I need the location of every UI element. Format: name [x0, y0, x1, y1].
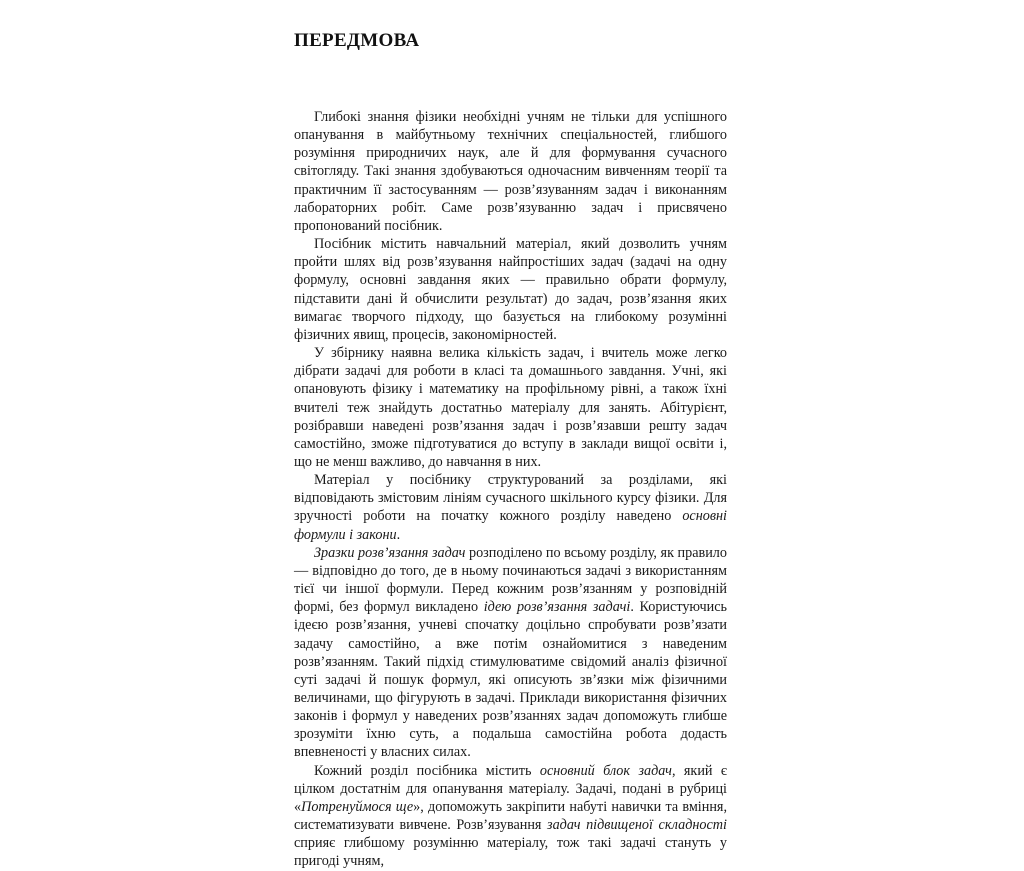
- text-run: », допоможуть закріпити набуті навички та вміння, систематизувати вивчене. Розв’язування: [294, 798, 727, 834]
- text-run: Глибокі знання фізики необхідні учням не тільки для успішного опанування в майбутньому технічних спеціальностей, глибшого розуміння природничих наук, але й для формування сучасного світогляду. Такі знання здобуваються одночасним вивченням теорії та практичним її застосуванням — розв’язуванням задач і виконанням лабораторних робіт. Саме розв’язуванню задач і присвячено пропонований посібник.: [294, 109, 727, 234]
- paragraph: [294, 108, 727, 235]
- text-run: Матеріал у посібнику структурований за розділами, які відповідають змістовим лініям сучасного шкільного курсу фізики. Для зручності роботи на початку кожного розділу наведено: [294, 472, 727, 525]
- paragraph: [294, 471, 727, 544]
- italic-phrase: основні формули і закони: [294, 508, 727, 543]
- text-run: У збірнику наявна велика кількість задач, і вчитель може легко дібрати задачі для роботи в класі та домашнього завдання. Учні, які опановують фізику і математику на профільному рівні, а також їхні вчителі теж знайдуть достатньо матеріалу для занять. Абітурієнт, розібравши наведені розв’язання задач і розв’язавши решту задач самостійно, зможе підготуватися до вступу в заклади вищої освіти і, що не менш важливо, до навчання в них.: [294, 345, 727, 470]
- preface-body: [294, 108, 727, 871]
- italic-phrase: основний блок задач: [539, 762, 672, 779]
- text-run: сприяє глибшому розумінню матеріалу, тож такі задачі стануть у пригоді учням,: [294, 835, 727, 870]
- text-run: Посібник містить навчальний матеріал, який дозволить учням пройти шлях від розв’язування найпростіших задач (задачі на одну формулу, основні завдання яких — правильно обрати формулу, підставити дані й обчислити результат) до задач, розв’язання яких вимагає творчого підходу, що базується на глибокому розумінні фізичних явищ, процесів, закономірностей.: [294, 236, 727, 343]
- text-run: , який є цілком достатнім для опанування матеріалу. Задачі, подані в рубриці «: [294, 762, 727, 815]
- paragraph: [294, 544, 727, 762]
- paragraph: [294, 344, 727, 471]
- italic-phrase: Зразки розв’язання задач: [314, 544, 466, 561]
- paragraph: [294, 762, 727, 871]
- paragraph: [294, 235, 727, 344]
- text-run: . Користуючись ідеєю розв’язання, учневі спочатку доцільно спробувати розв’язати задачу самостійно, а вже потім ознайомитися з наведеним розв’язанням. Такий підхід стимулюватиме свідомий аналіз фізичної суті задачі й пошук формул, які описують зв’язки між фізичними величинами, що фігурують в задачі. Приклади використання фізичних законів і формул у наведених розв’язаннях задач допоможуть глибше зрозуміти їхню суть, а подальша самостійна робота додасть впевненості у власних силах.: [294, 599, 727, 761]
- italic-phrase: ідею розв’язання задачі: [483, 599, 631, 616]
- italic-phrase: задач підвищеної складності: [547, 817, 727, 834]
- text-run: .: [396, 526, 401, 543]
- text-run: розподілено по всьому розділу, як правило — відповідно до того, де в ньому починаються задачі з використанням тієї чи іншої формули. Перед кожним розв’язанням у розповідній формі, без формул викладено: [294, 544, 727, 616]
- page-title: ПЕРЕДМОВА: [294, 30, 420, 51]
- italic-phrase: Потренуймося ще: [301, 798, 414, 815]
- text-run: Кожний розділ посібника містить: [314, 762, 540, 779]
